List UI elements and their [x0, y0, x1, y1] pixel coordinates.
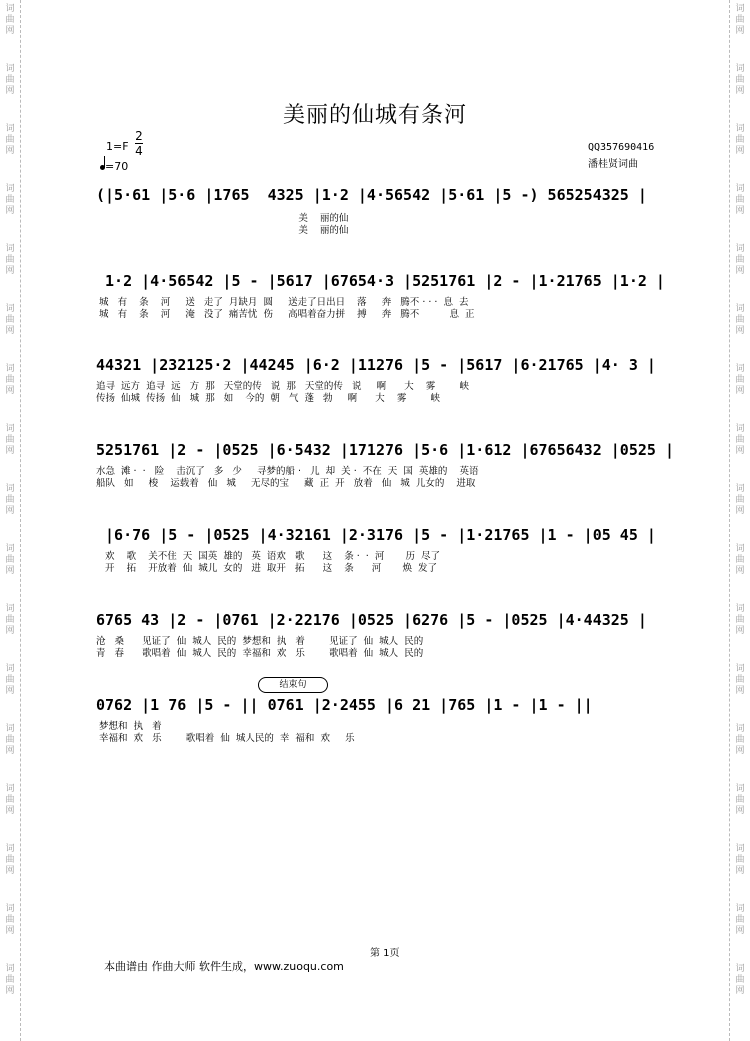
watermark-stamp: 词 曲 网 [735, 484, 745, 516]
watermark-stamp: 词 曲 网 [5, 4, 15, 36]
watermark-stamp: 词 曲 网 [5, 184, 15, 216]
watermark-stamp: 词 曲 网 [735, 4, 745, 36]
time-top: 2 [135, 129, 143, 143]
watermark-stamp: 词 曲 网 [735, 604, 745, 636]
lyric-verse-2: 青 春 歌唱着 仙 城人 民的 幸福和 欢 乐 歌唱着 仙 城人 民的 [96, 648, 424, 659]
watermark-stamp: 词 曲 网 [735, 724, 745, 756]
song-title: 美丽的仙城有条河 [282, 103, 467, 128]
watermark-stamp: 词 曲 网 [5, 244, 15, 276]
time-signature [135, 129, 143, 158]
watermark-stamp: 词 曲 网 [5, 604, 15, 636]
lyric-verse-2: 传扬 仙城 传扬 仙 城 那 如 今的 朝 气 蓬 勃 啊 大 雾 峡 [96, 393, 441, 404]
watermark-stamp: 词 曲 网 [5, 424, 15, 456]
quarter-note-icon [100, 165, 105, 170]
footer-text: 本曲谱由 作曲大师 软件生成，www.zuoqu.com [104, 960, 344, 973]
key-signature: 1=F [106, 140, 129, 153]
lyric-verse-2: 船队 如 梭 运载着 仙 城 无尽的宝 藏 正 开 放着 仙 城 儿女的 进取 [96, 478, 476, 489]
watermark-stamp: 词 曲 网 [5, 364, 15, 396]
watermark-stamp: 词 曲 网 [5, 784, 15, 816]
notation: 5251761 |2 - |0525 |6·5432 |171276 |5·6 |1·612 |67656432 |0525 | [96, 441, 674, 459]
watermark-stamp: 词 曲 网 [5, 964, 15, 996]
watermark-stamp: 词 曲 网 [735, 124, 745, 156]
notation: 1·2 |4·56542 |5 - |5617 |67654·3 |5251761 |2 - |1·21765 |1·2 | [96, 272, 665, 290]
watermark-stamp: 词 曲 网 [5, 664, 15, 696]
watermark-stamp: 词 曲 网 [735, 424, 745, 456]
lyric-verse-1: 沧 桑 见证了 仙 城人 民的 梦想和 执 着 见证了 仙 城人 民的 [96, 636, 424, 647]
lyric-verse-2: 幸福和 欢 乐 歌唱着 仙 城人民的 幸 福和 欢 乐 [96, 733, 355, 744]
lyric-verse-2: 美 丽的仙 [96, 225, 349, 236]
author-credit: 潘桂贤词曲 [588, 159, 638, 170]
lyric-verse-1: 城 有 条 河 送 走了 月缺月 圆 送走了日出日 落 奔 腾不 · · · 息 去 [96, 297, 469, 308]
watermark-stamp: 词 曲 网 [5, 844, 15, 876]
watermark-stamp: 词 曲 网 [5, 124, 15, 156]
qq-credit: QQ357690416 [588, 142, 655, 153]
time-bottom: 4 [135, 144, 143, 158]
watermark-stamp: 词 曲 网 [735, 664, 745, 696]
notation: 44321 |232125·2 |44245 |6·2 |11276 |5 - |5617 |6·21765 |4· 3 | [96, 356, 656, 374]
coda-label: 结束句 [258, 677, 328, 693]
watermark-stamp: 词 曲 网 [735, 904, 745, 936]
tempo-value: =70 [105, 160, 129, 173]
watermark-stamp: 词 曲 网 [735, 784, 745, 816]
watermark-stamp: 词 曲 网 [735, 544, 745, 576]
lyric-verse-1: 水急 滩 · · 险 击沉了 多 少 寻梦的船 · 儿 却 关 · 不在 天 国 英雄的 英语 [96, 466, 479, 477]
watermark-stamp: 词 曲 网 [5, 304, 15, 336]
watermark-stamp: 词 曲 网 [735, 304, 745, 336]
lyric-verse-1: 追寻 远方 追寻 远 方 那 天堂的传 说 那 天堂的传 说 啊 大 雾 峡 [96, 381, 469, 392]
lyric-verse-1: 梦想和 执 着 [96, 721, 162, 732]
watermark-stamp: 词 曲 网 [735, 244, 745, 276]
notation: (|5·61 |5·6 |1765 4325 |1·2 |4·56542 |5·61 |5 -) 565254325 | [96, 186, 647, 204]
lyric-verse-2: 城 有 条 河 淹 没了 痛苦忧 伤 高唱着奋力拼 搏 奔 腾不 息 正 [96, 309, 475, 320]
watermark-stamp: 词 曲 网 [735, 184, 745, 216]
lyric-verse-2: 开 拓 开放着 仙 城儿 女的 进 取开 拓 这 条 河 焕 发了 [96, 563, 437, 574]
watermark-stamp: 词 曲 网 [735, 964, 745, 996]
watermark-stamp: 词 曲 网 [5, 724, 15, 756]
watermark-stamp: 词 曲 网 [5, 904, 15, 936]
watermark-stamp: 词 曲 网 [5, 544, 15, 576]
lyric-verse-1: 美 丽的仙 [96, 213, 349, 224]
watermark-stamp: 词 曲 网 [5, 484, 15, 516]
tempo-marking [100, 160, 128, 173]
watermark-stamp: 词 曲 网 [735, 844, 745, 876]
page-number: 第 1页 [370, 948, 400, 959]
watermark-stamp: 词 曲 网 [735, 364, 745, 396]
notation: 0762 |1 76 |5 - || 0761 |2·2455 |6 21 |765 |1 - |1 - || [96, 696, 593, 714]
watermark-stamp: 词 曲 网 [5, 64, 15, 96]
notation: 6765 43 |2 - |0761 |2·22176 |0525 |6276 |5 - |0525 |4·44325 | [96, 611, 647, 629]
watermark-stamp: 词 曲 网 [735, 64, 745, 96]
lyric-verse-1: 欢 歌 关不住 天 国英 雄的 英 语欢 歌 这 条 · · 河 历 尽了 [96, 551, 441, 562]
notation: |6·76 |5 - |0525 |4·32161 |2·3176 |5 - |1·21765 |1 - |05 45 | [96, 526, 656, 544]
